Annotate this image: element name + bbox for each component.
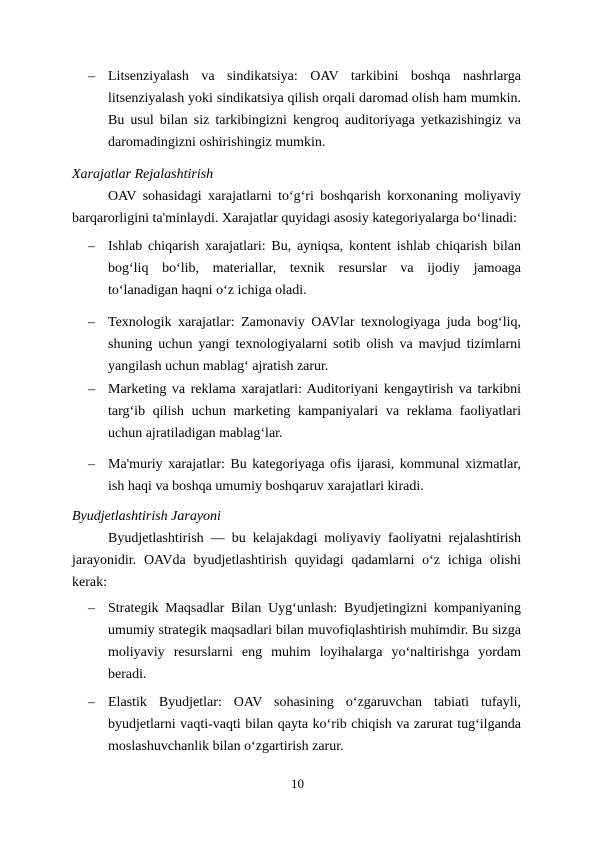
section-heading: Byudjetlashtirish Jarayoni (72, 509, 221, 524)
list-item (88, 692, 521, 758)
list-item (88, 236, 521, 302)
paragraph: Byudjetlashtirish — bu kelajakdagi moliyaviy faoliyatni rejalashtirish jarayonidir. OAVda byudjetlashtirish quyidagi qadamlarni o‘z ichiga olishi kerak: (72, 531, 521, 590)
list-item-text: Strategik Maqsadlar Bilan Uyg‘unlash: Byudjetingizni kompaniyaning umumiy strategik maqsadlari bilan muvofiqlashtirish muhimdir. Bu sizga moliyaviy resurslarni eng muhim loyihalarga yo‘naltirishga yordam beradi. (108, 601, 521, 682)
bullet-dash: – (88, 382, 95, 397)
list-item-text: Texnologik xarajatlar: Zamonaviy OAVlar texnologiyaga juda bog‘liq, shuning uchun yangi texnologiyalarni sotib olish va mavjud tizimlarni yangilash uchun mablag‘ ajratish zarur. (108, 315, 521, 374)
list-item (88, 66, 521, 154)
list-item-text: Marketing va reklama xarajatlari: Auditoriyani kengaytirish va tarkibni targ‘ib qilish uchun marketing kampaniyalari va reklama faoliyatlari uchun ajratiladigan mablag‘lar. (108, 382, 521, 441)
bullet-dash: – (88, 695, 95, 710)
section-heading: Xarajatlar Rejalashtirish (72, 167, 214, 182)
list-item-text: Elastik Byudjetlar: OAV sohasining o‘zgaruvchan tabiati tufayli, byudjetlarni vaqti-vaqti bilan qayta ko‘rib chiqish va zarurat tug‘ilganda moslashuvchanlik bilan o‘zgartirish zarur. (108, 695, 521, 754)
paragraph: OAV sohasidagi xarajatlarni to‘g‘ri boshqarish korxonaning moliyaviy barqarorligini ta'minlaydi. Xarajatlar quyidagi asosiy kategoriyalarga bo‘linadi: (72, 189, 521, 226)
bullet-dash: – (88, 315, 95, 330)
list-item (88, 312, 521, 378)
list-item (88, 598, 521, 686)
bullet-dash: – (88, 239, 95, 254)
list-item (88, 379, 521, 445)
page-number: 10 (291, 776, 304, 791)
list-item-text: Ishlab chiqarish xarajatlari: Bu, ayniqsa, kontent ishlab chiqarish bilan bog‘liq bo‘lib, materiallar, texnik resurslar va ijodiy jamoaga to‘lanadigan haqni o‘z ichiga oladi. (108, 239, 521, 298)
list-item-text: Litsenziyalash va sindikatsiya: OAV tarkibini boshqa nashrlarga litsenziyalash yoki sindikatsiya qilish orqali daromad olish ham mumkin. Bu usul bilan siz tarkibingizni kengroq auditoriyaga yetkazishingiz va daromadingizni oshirishingiz mumkin. (108, 69, 521, 150)
bullet-dash: – (88, 601, 95, 616)
list-item-text: Ma'muriy xarajatlar: Bu kategoriyaga ofis ijarasi, kommunal xizmatlar, ish haqi va boshqa umumiy boshqaruv xarajatlari kiradi. (108, 457, 521, 494)
bullet-dash: – (88, 69, 95, 84)
bullet-dash: – (88, 457, 95, 472)
list-item (88, 454, 521, 498)
